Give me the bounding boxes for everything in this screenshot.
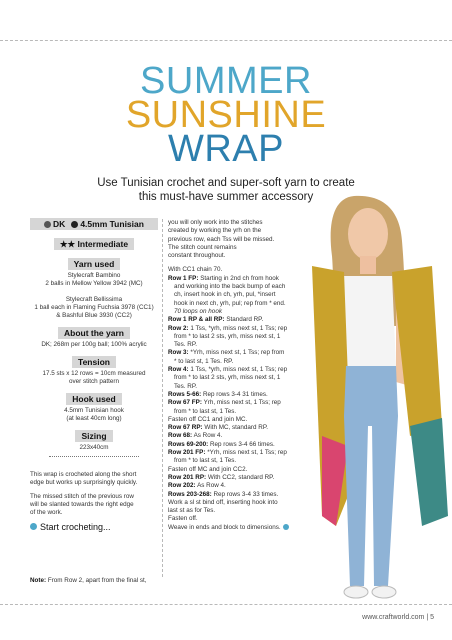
- yarn-line-5: & Bashful Blue 3930 (CC2): [56, 312, 132, 319]
- meta-bar: [30, 218, 158, 230]
- bullet-icon: [30, 523, 37, 530]
- yarn-line-1: Stylecraft Bambino: [67, 272, 121, 279]
- yarn-used-heading: Yarn used: [68, 258, 121, 270]
- intro-paragraph-1: This wrap is crocheted along the short edge but works up surprisingly quickly.: [30, 471, 138, 486]
- yarn-line-2: 2 balls in Mellow Yellow 3942 (MC): [45, 280, 143, 287]
- end-bullet-icon: [283, 524, 289, 530]
- skill-level: ★★ Intermediate: [54, 238, 134, 250]
- model-photo: [292, 186, 452, 610]
- pattern-column: you will only work into the stitches created by working the yrh on the previous row, each Tss will be missed. The stitch count remains constant throughout. With CC1 chain 70. Row 1 FP: Starting in 2nd ch from hook and working into the back bump of each ch, insert hook in ch, yrh, pul, *insert hook in next ch, yrh, pul; rep from * end. 70 loops on hook Row 1 RP & all RP: Standard RP. Row 2: 1 Tss, *yrh, miss next st, 1 Tss; rep from * to last 2 sts, yrh, miss next st, 1 Tes. RP. Row 3: *Yrh, miss next st, 1 Tss; rep from * to last st, 1 Tes. RP. Row 4: 1 Tss, *yrh, miss next st, 1 Tss; rep from * to last 2 sts, yrh, miss next st, 1 Tes. RP. Rows 5-66: Rep rows 3-4 31 times. Row 67 FP: Yrh, miss next st, 1 Tss; rep from * to last st, 1 Tes. Fasten off CC1 and join MC. Row 67 RP: With MC, standard RP. Row 68: As Row 4. Rows 69-200: Rep rows 3-4 66 times. Row 201 FP: *Yrh, miss next st, 1 Tss; rep from * to last st, 1 Tes. Fasten off MC and join CC2. Row 201 RP: With CC2, standard RP. Row 202: As Row 4. Rows 203-268: Rep rows 3-4 33 times. Work a sl st bind off, inserting hook into last st as for Tes. Fasten off. Weave in ends and block to dimensions.: [168, 219, 288, 531]
- top-rule: [0, 40, 452, 41]
- right-shoe: [372, 586, 396, 598]
- info-sidebar: [30, 218, 158, 531]
- note: Note: From Row 2, apart from the final st,: [30, 577, 147, 584]
- column-divider: [162, 219, 163, 577]
- tension-heading: Tension: [72, 356, 116, 368]
- sizing-text: 223x40cm: [79, 444, 109, 451]
- tension-line-1: 17.5 sts x 12 rows = 10cm measured: [42, 370, 146, 377]
- intro-paragraph-2: The missed stitch of the previous row will be slanted towards the right edge of the work.: [30, 493, 134, 516]
- hook-icon: [71, 221, 78, 228]
- hook-used-heading: Hook used: [66, 393, 121, 405]
- left-shoe: [344, 586, 368, 598]
- title-line-2: SUNSHINE: [125, 94, 327, 136]
- yarn-weight: DK: [44, 220, 65, 228]
- star-icon: ★★: [59, 239, 76, 249]
- face: [348, 208, 388, 260]
- yarn-ball-icon: [44, 221, 51, 228]
- hook-size: 4.5mm Tunisian: [71, 220, 144, 228]
- divider: [49, 456, 139, 457]
- yarn-line-3: Stylecraft Bellissima: [65, 296, 123, 303]
- subtitle-line-1: Use Tunisian crochet and super-soft yarn to create: [97, 177, 355, 189]
- white-top: [340, 276, 396, 366]
- title-line-1: SUMMER: [140, 60, 312, 102]
- hook-line-2: (at least 40cm long): [66, 415, 122, 422]
- about-yarn-heading: About the yarn: [58, 327, 130, 339]
- start-heading: Start crocheting...: [30, 523, 158, 531]
- title-line-3: WRAP: [168, 128, 284, 170]
- footer-page-info: www.craftworld.com | 5: [362, 614, 434, 621]
- tension-line-2: over stitch pattern: [68, 378, 120, 385]
- wrap-teal-panel: [410, 418, 448, 526]
- subtitle-line-2: this must-have summer accessory: [138, 191, 314, 203]
- sizing-heading: Sizing: [75, 430, 112, 442]
- jeans: [344, 366, 398, 586]
- hook-line-1: 4.5mm Tunisian hook: [64, 407, 124, 414]
- neck: [360, 256, 376, 274]
- about-yarn-text: DK; 268m per 100g ball; 100% acrylic: [41, 341, 147, 348]
- bottom-rule: [0, 604, 452, 605]
- yarn-line-4: 1 ball each in Flaming Fuchsia 3978 (CC1): [34, 304, 154, 311]
